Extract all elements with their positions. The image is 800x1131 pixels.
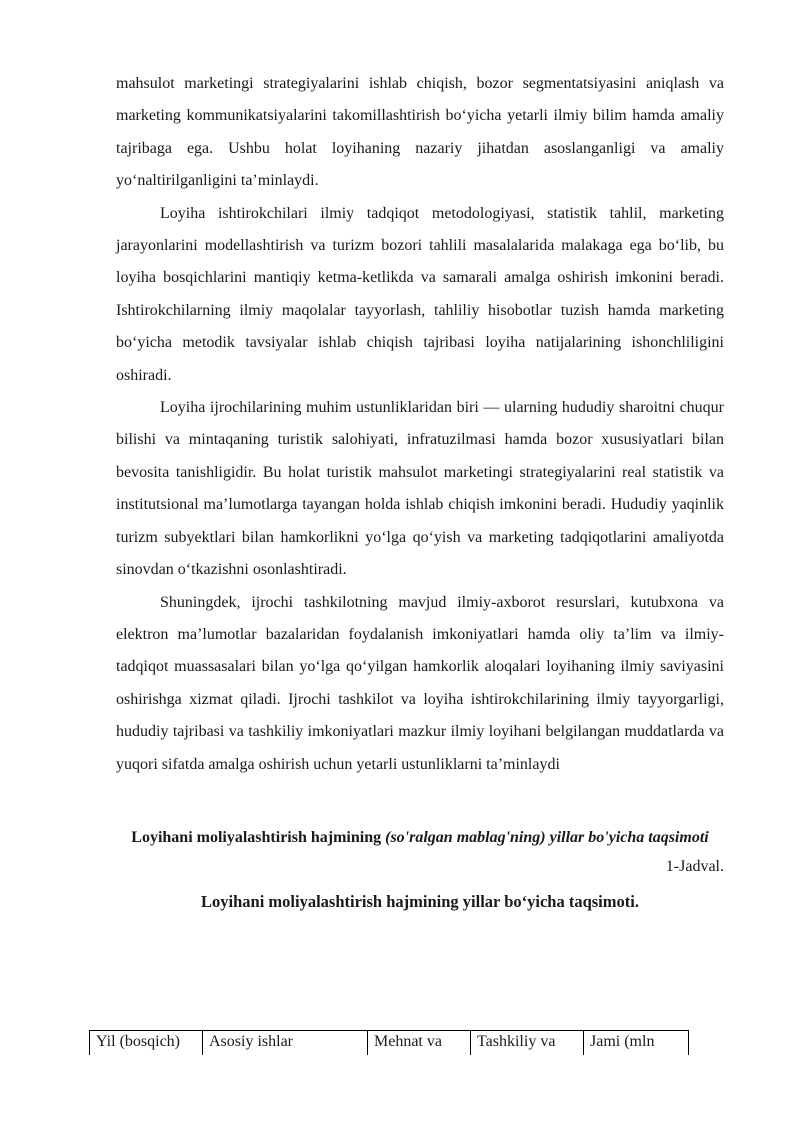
- paragraph-4: Shuningdek, ijrochi tashkilotning mavjud ilmiy-axborot resurslari, kutubxona va elektron ma’lumotlar bazalaridan foydalanish imkoniyatlari hamda oliy ta’lim va ilmiy-tadqiqot muassasalari bilan yo‘lga qo‘yilgan hamkorlik aloqalari loyihaning ilmiy saviyasini oshirishga xizmat qiladi. Ijrochi tashkilot va loyiha ishtirokchilarining ilmiy tayyorgarligi, hududiy tajribasi va tashkiliy imkoniyatlari mazkur ilmiy loyihani belgilangan muddatlarda va yuqori sifatda amalga oshirish uchun yetarli ustunliklarni ta’minlaydi: [116, 593, 724, 773]
- section-heading-italic: (so'ralgan mablag'ning) yillar bo'yicha taqsimoti: [385, 828, 709, 846]
- table-header-cell: Asosiy ishlar: [203, 1031, 368, 1056]
- table-header-row: [90, 1031, 689, 1056]
- paragraph-2: Loyiha ishtirokchilari ilmiy tadqiqot metodologiyasi, statistik tahlil, marketing jarayonlarini modellashtirish va turizm bozori tahlili masalalarida malakaga ega bo‘lib, bu loyiha bosqichlarini mantiqiy ketma-ketlikda va samarali amalga oshirish imkonini beradi. Ishtirokchilarning ilmiy maqolalar tayyorlash, tahliliy hisobotlar tuzish hamda marketing bo‘yicha metodik tavsiyalar ishlab chiqish tajribasi loyiha natijalarining ishonchliligini oshiradi.: [116, 204, 724, 384]
- document-page: [116, 68, 724, 912]
- table-number: 1-Jadval.: [665, 857, 724, 875]
- paragraph-3: Loyiha ijrochilarining muhim ustunliklaridan biri — ularning hududiy sharoitni chuqur bilishi va mintaqaning turistik salohiyati, infratuzilmasi hamda bozor xususiyatlari bilan bevosita tanishligidir. Bu holat turistik mahsulot marketingi strategiyalarini real statistik va institutsional ma’lumotlarga tayangan holda ishlab chiqish imkonini beradi. Hududiy yaqinlik turizm subyektlari bilan hamkorlikni yo‘lga qo‘yish va marketing tadqiqotlarini amaliyotda sinovdan o‘tkazishni osonlashtiradi.: [116, 399, 724, 579]
- section-heading: [116, 827, 724, 848]
- paragraph-1: mahsulot marketingi strategiyalarini ishlab chiqish, bozor segmentatsiyasini aniqlash va marketing kommunikatsiyalarini takomillashtirish bo‘yicha yetarli ilmiy bilim hamda amaliy tajribaga ega. Ushbu holat loyihaning nazariy jihatdan asoslanganligi va amaliy yo‘naltirilganligini ta’minlaydi.: [116, 75, 724, 190]
- table-header-cell: Mehnat va: [368, 1031, 471, 1056]
- financing-table: [89, 1030, 689, 1055]
- table-header-cell: Yil (bosqich): [90, 1031, 203, 1056]
- table-title: Loyihani moliyalashtirish hajmining yillar bo‘yicha taqsimoti.: [201, 891, 639, 911]
- section-heading-bold: Loyihani moliyalashtirish hajmining: [131, 828, 386, 846]
- table-header-cell: Tashkiliy va: [471, 1031, 584, 1056]
- table-header-cell: Jami (mln: [584, 1031, 689, 1056]
